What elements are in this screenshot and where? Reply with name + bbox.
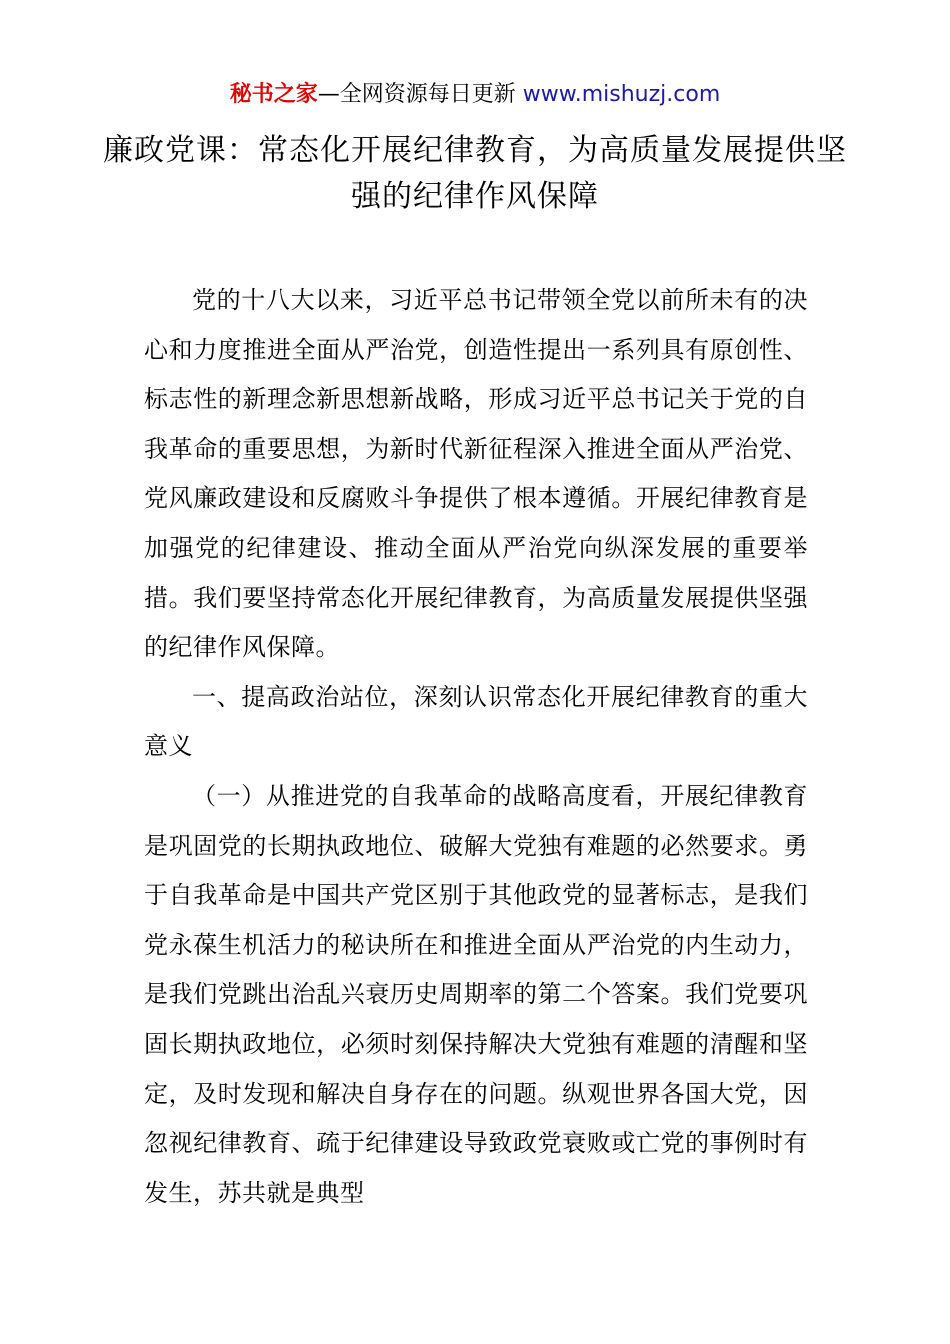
section-heading: 一、提高政治站位，深刻认识常态化开展纪律教育的重大意义 (144, 682, 808, 761)
site-tagline: —全网资源每日更新 (317, 82, 523, 107)
intro-paragraph: 党的十八大以来，习近平总书记带领全党以前所未有的决心和力度推进全面从严治党，创造性提出一系列具有原创性、标志性的新理念新思想新战略，形成习近平总书记关于党的自我革命的重要思想，为新时代新征程深入推进全面从严治党、党风廉政建设和反腐败斗争提供了根本遵循。开展纪律教育是加强党的纪律建设、推动全面从严治党向纵深发展的重要举措。我们要坚持常态化开展纪律教育，为高质量发展提供坚强的纪律作风保障。 (144, 286, 808, 662)
document-body (144, 276, 808, 1218)
document-title: 廉政党课：常态化开展纪律教育，为高质量发展提供坚强的纪律作风保障 (103, 133, 847, 214)
subsection-paragraph: （一）从推进党的自我革命的战略高度看，开展纪律教育是巩固党的长期执政地位、破解大党独有难题的必然要求。勇于自我革命是中国共产党区别于其他政党的显著标志，是我们党永葆生机活力的秘诀所在和推进全面从严治党的内生动力，是我们党跳出治乱兴衰历史周期率的第二个答案。我们党要巩固长期执政地位，必须时刻保持解决大党独有难题的清醒和坚定，及时发现和解决自身存在的问题。纵观世界各国大党，因忽视纪律教育、疏于纪律建设导致政党衰败或亡党的事例时有发生，苏共就是典型 (144, 781, 808, 1207)
site-header (0, 80, 950, 110)
site-brand: 秘书之家 (229, 82, 318, 107)
site-url-link[interactable]: www.mishuzj.com (522, 82, 721, 107)
